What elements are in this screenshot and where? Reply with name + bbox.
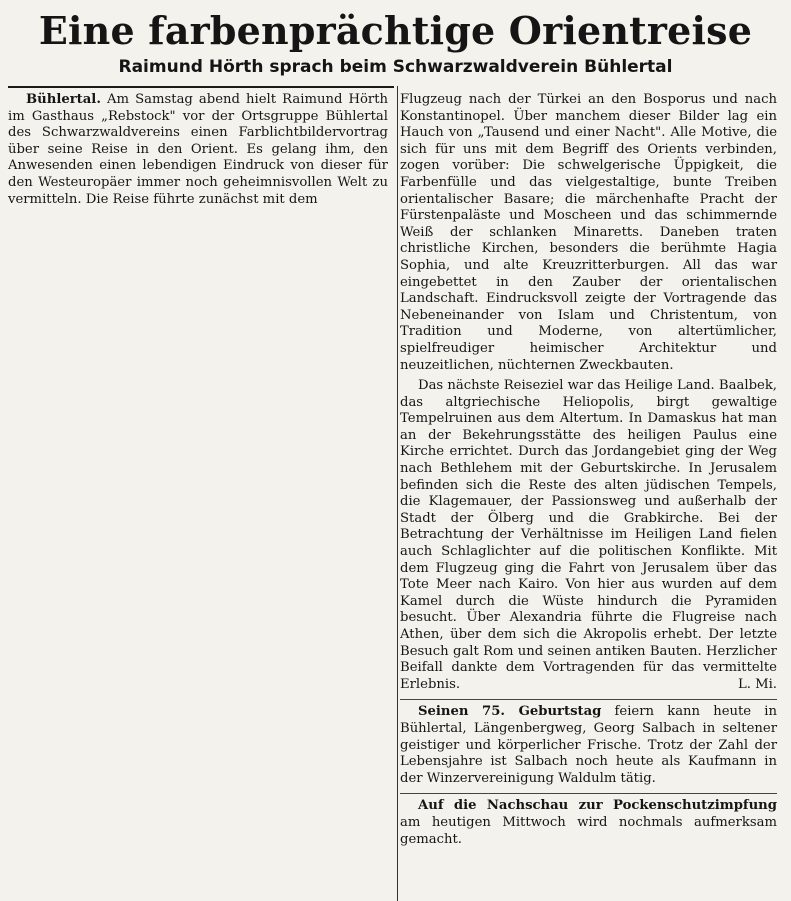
birthday-notice-lead: Seinen 75. Geburtstag (418, 704, 602, 720)
section-divider (400, 699, 777, 700)
section-divider-2 (400, 793, 777, 794)
article-column-left (8, 92, 388, 208)
article-text-left: Am Samstag abend hielt Raimund Hörth im Gasthaus „Rebstock" vor der Ortsgruppe Bühlertal des Schwarzwaldvereins einen Farblichtbildervortrag über seine Reise in den Orient. Es gelang ihm, den Anwesenden einen lebendigen Eindruck von dieser für den Westeuropäer immer noch geheimnisvollen Welt zu vermitteln. Die Reise führte zunächst mit dem (8, 92, 388, 207)
article-paragraph-1-start (8, 92, 388, 208)
article-paragraph-2-text: Das nächste Reiseziel war das Heilige Land. Baalbek, das altgriechische Heliopolis, birgt gewaltige Tempelruinen aus dem Altertum. In Damaskus hat man an der Bekehrungsstätte des heiligen Paulus eine Kirche errichtet. Durch das Jordangebiet ging der Weg nach Bethlehem mit der Geburtskirche. In Jerusalem befinden sich die Reste des alten jüdischen Tempels, die Klagemauer, der Passionsweg und außerhalb der Stadt der Ölberg und die Grabkirche. Bei der Betrachtung der Verhältnisse im Heiligen Land fielen auch Schlaglichter auf die politischen Konflikte. Mit dem Flugzeug ging die Fahrt von Jerusalem über das Tote Meer nach Kairo. Von hier aus wurden auf dem Kamel durch die Wüste hindurch die Pyramiden besucht. Über Alexandria führte die Flugreise nach Athen, über dem sich die Akropolis erhebt. Der letzte Besuch galt Rom und seinen antiken Bauten. Herzlicher Beifall dankte dem Vortragenden für das vermittelte Erlebnis. (400, 378, 777, 692)
article-paragraph-1-continued: Flugzeug nach der Türkei an den Bosporus und nach Konstantinopel. Über manchem dieser Bilder lag ein Hauch von „Tausend und einer Nacht". Alle Motive, die sich für uns mit dem Begriff des Orients verbinden, zogen vorüber: Die schwelgerische Üppigkeit, die Farbenfülle und das vielgestaltige, bunte Treiben orientalischer Basare; die märchenhafte Pracht der Fürstenpaläste und Moscheen und das schimmernde Weiß der schlanken Minaretts. Daneben traten christliche Kirchen, besonders die berühmte Hagia Sophia, und alte Kreuzritterburgen. All das war eingebettet in den Zauber der orientalischen Landschaft. Eindrucksvoll zeigte der Vortragende das Nebeneinander von Islam und Christentum, von Tradition und Moderne, von altertümlicher, spielfreudiger heimischer Architektur und neuzeitlichen, nüchternen Zweckbauten. (400, 92, 777, 373)
column-rule-top (8, 86, 394, 88)
article-column-right (400, 92, 777, 848)
vaccination-notice-text: am heutigen Mittwoch wird nochmals aufmerksam gemacht. (400, 814, 777, 847)
subheadline: Raimund Hörth sprach beim Schwarzwaldverein Bühlertal (118, 57, 673, 77)
author-signature: L. Mi. (737, 676, 777, 692)
vaccination-notice-lead: Auf die Nachschau zur Pockenschutzimpfung (418, 798, 777, 814)
birthday-notice (400, 704, 777, 787)
headline: Eine farbenprächtige Orientreise (38, 8, 753, 53)
birthday-notice-text: feiern kann heute in Bühlertal, Längenbergweg, Georg Salbach in seltener geistiger und körperlicher Frische. Trotz der Zahl der Lebensjahre ist Salbach noch heute als Kaufmann in der Winzervereinigung Waldulm tätig. (400, 704, 777, 786)
vaccination-notice (400, 798, 777, 848)
dateline: Bühlertal. (26, 92, 101, 107)
column-divider (397, 86, 398, 901)
article-paragraph-2 (400, 378, 777, 693)
